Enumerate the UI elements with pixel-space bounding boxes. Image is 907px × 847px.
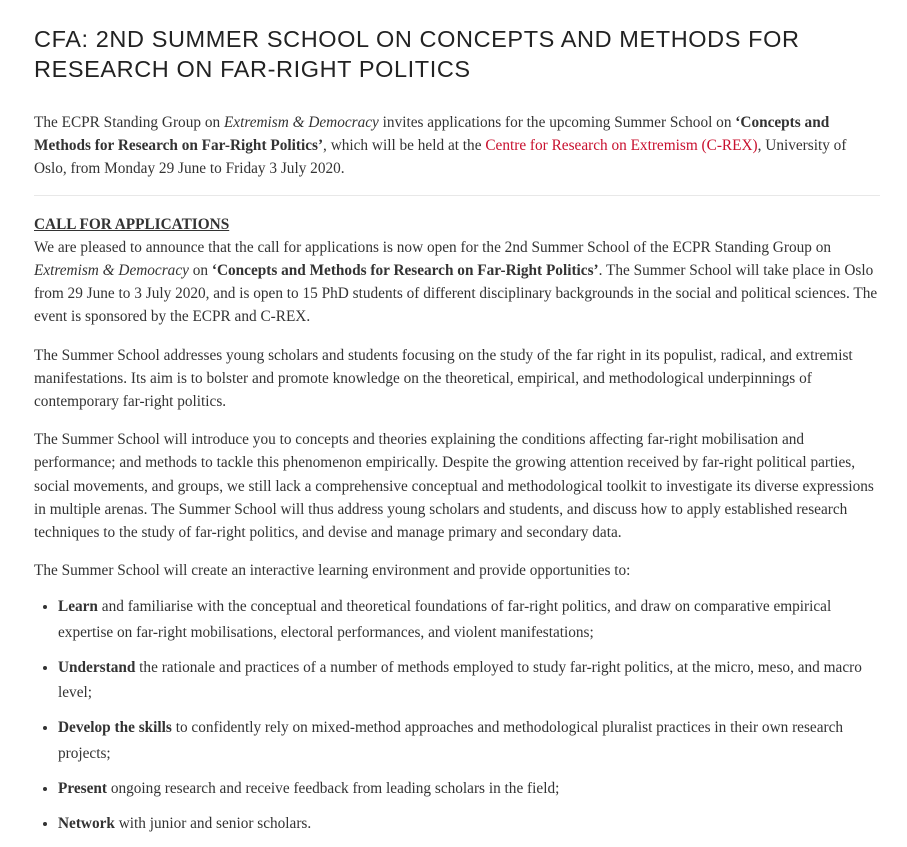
item-keyword: Network xyxy=(58,814,115,832)
list-item xyxy=(58,594,880,645)
text: , University of Oslo, from Monday 29 June to Friday 3 July 2020. xyxy=(34,137,847,178)
text: We are pleased to announce that the call for applications is now open for the 2nd Summer School of the ECPR Standing Group on xyxy=(34,238,832,256)
paragraph: The Summer School will introduce you to concepts and theories explaining the conditions affecting far-right mobilisation and performance; and methods to tackle this phenomenon empirically. Despite the growing attention received by far-right political parties, social movements, and groups, we still lack a comprehensive conceptual and methodological toolkit to investigate its diverse expressions in multiple arenas. The Summer School will thus address young scholars and students, and discuss how to apply established research techniques to the study of far-right politics, and devise and manage primary and secondary data. xyxy=(34,431,874,542)
article xyxy=(34,24,880,846)
list-item xyxy=(58,715,880,766)
page-title: CFA: 2ND SUMMER SCHOOL ON CONCEPTS AND METHODS FOR RESEARCH ON FAR-RIGHT POLITICS xyxy=(34,26,800,82)
cfa-paragraph xyxy=(34,213,880,329)
item-text: to confidently rely on mixed-method approaches and methodological pluralist practices in their own research projects; xyxy=(58,719,844,762)
item-text: the rationale and practices of a number of methods employed to study far-right politics, at the micro, meso, and macro level; xyxy=(58,658,862,702)
intro-paragraph xyxy=(34,111,880,181)
opportunities-list xyxy=(34,594,880,836)
list-item xyxy=(58,776,880,802)
text: invites applications for the upcoming Summer School on xyxy=(378,114,736,131)
school-title: ‘Concepts and Methods for Research on Far-Right Politics’ xyxy=(34,114,830,155)
text: The ECPR Standing Group on xyxy=(34,114,224,131)
text: . The Summer School will take place in Oslo from 29 June to 3 July 2020, and is open to 15 PhD students of different disciplinary backgrounds in the social and political sciences. The event is sponsored by the ECPR and C-REX. xyxy=(34,262,878,326)
paragraph: The Summer School will create an interactive learning environment and provide opportunities to: xyxy=(34,562,631,580)
list-item xyxy=(58,655,880,706)
section-heading: CALL FOR APPLICATIONS xyxy=(34,215,230,233)
item-text: ongoing research and receive feedback from leading scholars in the field; xyxy=(107,779,560,797)
list-item xyxy=(58,811,880,837)
text: on xyxy=(188,262,212,280)
group-name: Extremism & Democracy xyxy=(223,114,379,131)
group-name: Extremism & Democracy xyxy=(34,262,189,280)
item-text: and familiarise with the conceptual and theoretical foundations of far-right politics, and draw on comparative empirical expertise on far-right mobilisations, electoral performances, and violent manifestations; xyxy=(58,598,832,641)
item-keyword: Understand xyxy=(58,658,136,676)
item-keyword: Present xyxy=(58,779,107,797)
item-keyword: Learn xyxy=(58,598,98,616)
item-keyword: Develop the skills xyxy=(58,719,172,737)
paragraph: The Summer School addresses young scholars and students focusing on the study of the far right in its populist, radical, and extremist manifestations. Its aim is to bolster and promote knowledge on the theoretical, empirical, and methodological underpinnings of contemporary far-right politics. xyxy=(34,346,853,411)
item-text: with junior and senior scholars. xyxy=(114,814,312,832)
c-rex-link[interactable]: Centre for Research on Extremism (C-REX) xyxy=(485,137,758,155)
school-title: ‘Concepts and Methods for Research on Far-Right Politics’ xyxy=(211,262,599,280)
divider xyxy=(34,195,880,196)
text: , which will be held at the xyxy=(323,137,486,155)
